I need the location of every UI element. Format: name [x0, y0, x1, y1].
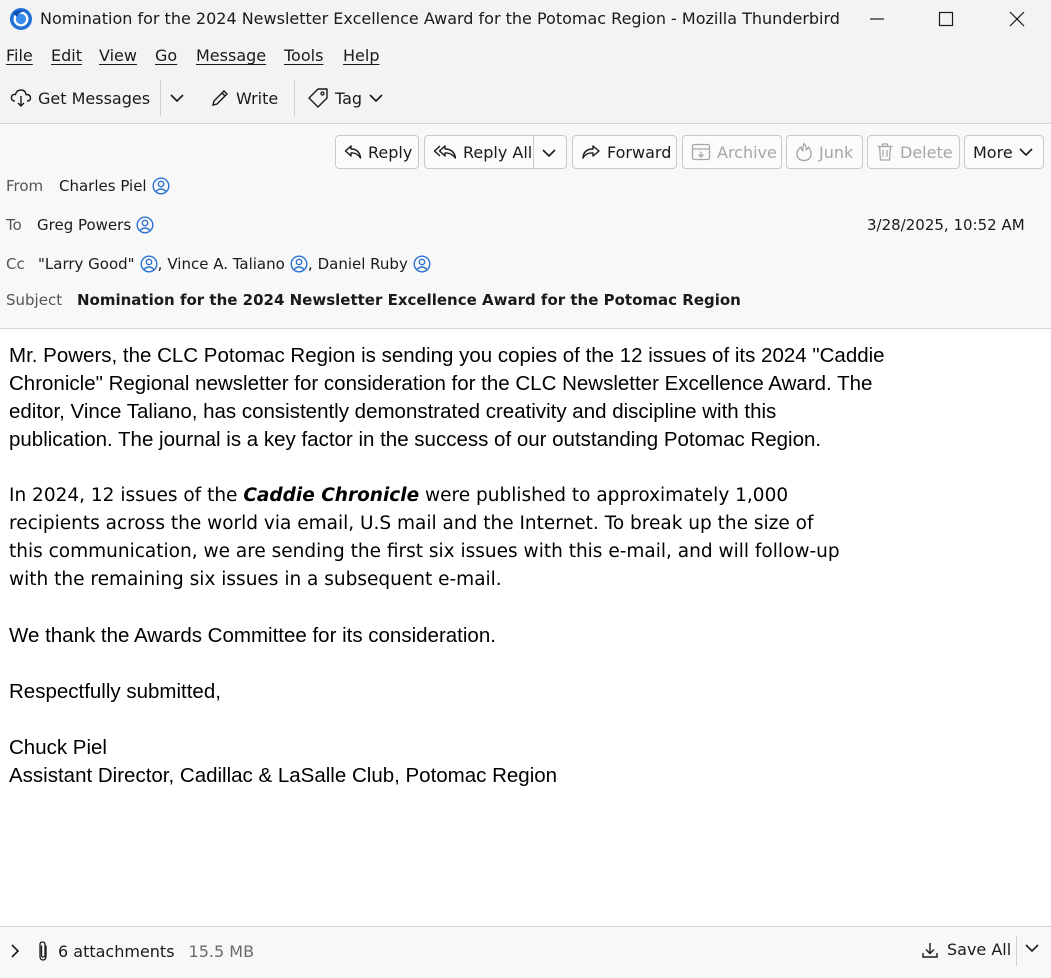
trash-icon: [876, 142, 894, 162]
chevron-down-icon[interactable]: [541, 145, 557, 161]
save-all-split: [1016, 936, 1017, 966]
reply-all-button[interactable]: [424, 135, 567, 169]
maximize-button[interactable]: [923, 0, 969, 38]
reply-button[interactable]: [335, 135, 419, 169]
reply-icon: [344, 144, 362, 160]
from-contact[interactable]: [59, 177, 170, 195]
body-line: editor, Vince Taliano, has consistently demonstrated creativity and discipline with this: [9, 400, 777, 423]
cc-contact-name[interactable]: Daniel Ruby: [317, 255, 408, 273]
delete-button[interactable]: [867, 135, 960, 169]
tag-label: Tag: [335, 88, 363, 108]
menu-help[interactable]: Help: [343, 46, 380, 65]
cc-contact-name[interactable]: "Larry Good": [38, 255, 135, 273]
body-line: this communication, we are sending the first six issues with this e-mail, and will follow-up: [9, 541, 840, 562]
delete-label: Delete: [900, 142, 953, 162]
from-name: Charles Piel: [59, 177, 147, 195]
reply-all-icon: [433, 144, 457, 160]
tag-icon: [307, 87, 329, 109]
cc-contacts: [38, 255, 431, 273]
thunderbird-logo-icon: [9, 7, 33, 31]
menu-tools[interactable]: Tools: [284, 46, 324, 65]
get-messages-button[interactable]: [10, 86, 150, 110]
newsletter-title: Caddie Chronicle: [243, 485, 420, 506]
contact-icon[interactable]: [290, 255, 308, 273]
cc-label: Cc: [6, 255, 25, 273]
get-messages-label: Get Messages: [38, 88, 151, 108]
menu-go[interactable]: Go: [155, 46, 178, 65]
chevron-down-icon: [168, 89, 186, 107]
body-line: Chronicle" Regional newsletter for consideration for the CLC Newsletter Excellence Award. The: [9, 372, 873, 395]
chevron-right-icon: [8, 942, 22, 960]
body-text-run: were published to approximately 1,000: [419, 485, 789, 506]
reply-all-split: [533, 136, 534, 168]
to-label: To: [6, 216, 22, 234]
get-messages-dropdown[interactable]: [168, 86, 192, 110]
archive-icon: [691, 143, 711, 161]
cc-separator: ,: [157, 255, 163, 273]
close-button[interactable]: [994, 0, 1040, 38]
from-label: From: [6, 177, 44, 195]
window-title: Nomination for the 2024 Newsletter Excellence Award for the Potomac Region - Mozilla Thunderbird: [40, 9, 840, 28]
to-contact[interactable]: [37, 216, 154, 234]
close-icon: [1009, 11, 1025, 27]
subject-label: Subject: [6, 291, 63, 309]
junk-button[interactable]: [786, 135, 863, 169]
reply-all-label: Reply All: [463, 142, 533, 162]
menu-file[interactable]: File: [6, 46, 33, 65]
forward-icon: [581, 144, 601, 160]
signature-title: Assistant Director, Cadillac & LaSalle Club, Potomac Region: [9, 764, 558, 787]
save-all-dropdown[interactable]: [1024, 940, 1040, 956]
archive-button[interactable]: [682, 135, 782, 169]
to-name: Greg Powers: [37, 216, 132, 234]
junk-label: Junk: [819, 142, 854, 162]
save-all-button[interactable]: [921, 940, 1011, 959]
toolbar-separator: [294, 80, 295, 116]
menu-view[interactable]: View: [99, 46, 137, 65]
menu-edit[interactable]: Edit: [51, 46, 82, 65]
reply-label: Reply: [368, 142, 413, 162]
cloud-download-icon: [10, 88, 32, 108]
archive-label: Archive: [717, 142, 777, 162]
cc-separator: ,: [307, 255, 313, 273]
chevron-down-icon: [1024, 940, 1040, 956]
body-paragraph-4: Respectfully submitted,: [9, 680, 221, 703]
more-button[interactable]: [964, 135, 1044, 169]
minimize-icon: [869, 11, 885, 27]
attachment-size: 15.5 MB: [188, 941, 255, 961]
body-line: with the remaining six issues in a subsequent e-mail.: [9, 569, 502, 590]
body-text-run: In 2024, 12 issues of the: [9, 485, 244, 506]
signature: [9, 734, 557, 790]
menu-message[interactable]: Message: [196, 46, 267, 65]
tag-button[interactable]: [307, 86, 384, 110]
cc-contact-name[interactable]: Vince A. Taliano: [167, 255, 285, 273]
write-label: Write: [236, 88, 279, 108]
signature-name: Chuck Piel: [9, 736, 107, 759]
contact-icon[interactable]: [140, 255, 158, 273]
flame-icon: [795, 142, 813, 162]
body-line: Mr. Powers, the CLC Potomac Region is sending you copies of the 12 issues of its 2024 "Caddie: [9, 344, 885, 367]
chevron-down-icon: [368, 90, 384, 106]
body-line: [9, 482, 840, 510]
attachment-toggle[interactable]: [8, 940, 254, 962]
body-paragraph-1: [9, 342, 885, 454]
maximize-icon: [938, 11, 954, 27]
save-all-label: Save All: [947, 940, 1012, 959]
body-paragraph-2: [9, 482, 840, 594]
attachment-count: 6 attachments: [58, 941, 175, 961]
contact-icon[interactable]: [152, 177, 170, 195]
minimize-button[interactable]: [854, 0, 900, 38]
message-date: 3/28/2025, 10:52 AM: [867, 216, 1025, 234]
write-button[interactable]: [210, 86, 278, 110]
more-label: More: [973, 142, 1013, 162]
main-toolbar: [0, 74, 1051, 124]
subject-text: Nomination for the 2024 Newsletter Excellence Award for the Potomac Region: [77, 291, 741, 309]
download-icon: [921, 941, 939, 959]
forward-label: Forward: [607, 142, 672, 162]
body-paragraph-3: We thank the Awards Committee for its consideration.: [9, 624, 496, 647]
pencil-icon: [210, 88, 230, 108]
toolbar-separator: [160, 80, 161, 116]
body-line: recipients across the world via email, U.S mail and the Internet. To break up the size of: [9, 513, 814, 534]
body-line: publication. The journal is a key factor in the success of our outstanding Potomac Region.: [9, 428, 822, 451]
chevron-down-icon: [1018, 144, 1034, 160]
contact-icon[interactable]: [413, 255, 431, 273]
paperclip-icon: [36, 940, 50, 962]
contact-icon[interactable]: [136, 216, 154, 234]
forward-button[interactable]: [572, 135, 677, 169]
